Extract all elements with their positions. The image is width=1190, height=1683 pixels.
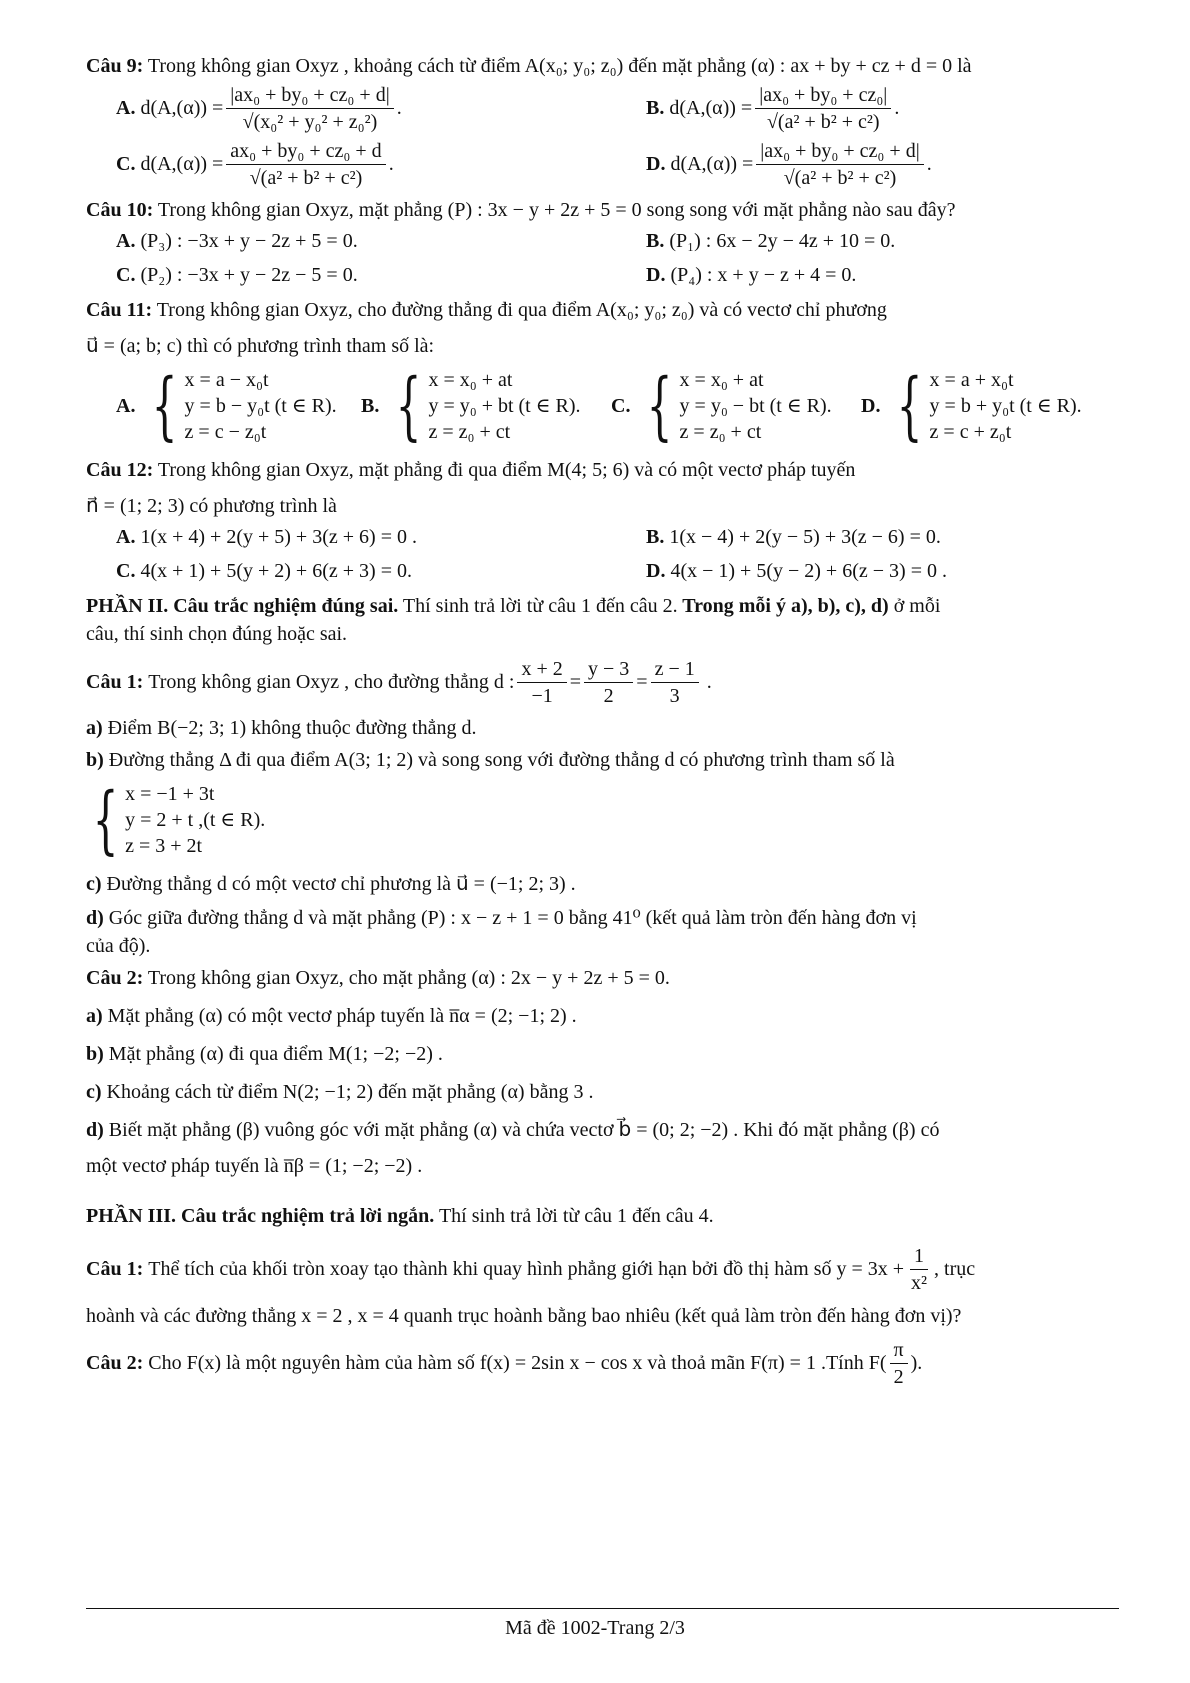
option-text: 1(x − 4) + 2(y − 5) + 3(z − 6) = 0. <box>669 525 941 548</box>
equation-system <box>385 363 581 449</box>
option-label: B. <box>646 96 665 119</box>
eq-row: x = a − x₀t <box>184 369 269 391</box>
statement-text: Điểm B(−2; 3; 1) không thuộc đường thẳng d. <box>107 717 477 739</box>
question-text: Thể tích của khối tròn xoay tạo thành khi quay hình phẳng giới hạn bởi đồ thị hàm số y = 3x + <box>148 1258 905 1280</box>
fraction <box>226 139 385 190</box>
part2-question-1: Câu 1: Trong không gian Oxyz , cho đường thẳng d : $\frac{x + 2}{-1}$ = $\frac{y - 3}{2}$ = $\frac{z - 1}{3}$ . <box>86 657 712 707</box>
statement-text: Đường thẳng Δ đi qua điểm A(3; 1; 2) và song song với đường thẳng d có phương trình tham số là <box>108 749 895 771</box>
statement-text: Góc giữa đường thẳng d và mặt phẳng (P) : x − z + 1 = 0 bằng 41⁰ (kết quả làm tròn đến hàng đơn vị <box>108 907 917 929</box>
statement-d-line2: một vectơ pháp tuyến là n̅β = (1; −2; −2) . <box>86 1155 423 1177</box>
option-lhs: d(A,(α)) = <box>140 152 224 175</box>
eq-row: x = x₀ + at <box>679 369 764 391</box>
question-9 <box>86 52 1116 80</box>
option-b <box>646 224 1146 258</box>
brace-icon: { <box>92 777 119 863</box>
question-label: Câu 10: <box>86 199 154 221</box>
eq-row: y = y₀ − bt (t ∈ R). <box>679 395 832 417</box>
question-11-options <box>116 360 1116 452</box>
part2-question-2 <box>86 964 1116 992</box>
denominator: 3 <box>669 684 680 707</box>
option-b: B. d(A,(α)) = $\frac{\text{|ax₀ + by₀ + cz₀|}}{\text{√(a² + b² + c²)}}$ . <box>646 83 900 133</box>
option-a <box>116 520 646 554</box>
eq-row: x = a + x₀t <box>929 369 1014 391</box>
question-11-line2: u⃗ = (a; b; c) thì có phương trình tham số là: <box>86 335 435 357</box>
numerator: |ax₀ + by₀ + cz₀ + d| <box>756 139 923 165</box>
question-11 <box>86 296 1116 324</box>
eq-row: x = −1 + 3t <box>125 783 215 805</box>
denominator: 2 <box>603 684 614 707</box>
option-label: D. <box>646 152 666 175</box>
part3-question-1-line2: hoành và các đường thẳng x = 2 , x = 4 quanh trục hoành bằng bao nhiêu (kết quả làm tròn đến hàng đơn vị)? <box>86 1305 962 1327</box>
option-c <box>611 363 861 449</box>
statement-label: d) <box>86 1119 104 1141</box>
fraction <box>517 657 566 708</box>
part3-question-1 <box>86 1242 1116 1296</box>
option-text: (P₁) : 6x − 2y − 4z + 10 = 0. <box>669 229 896 252</box>
question-12-line2: n⃗ = (1; 2; 3) có phương trình là <box>86 495 337 517</box>
option-text: 4(x − 1) + 5(y − 2) + 6(z − 3) = 0 . <box>670 559 947 582</box>
option-lhs: d(A,(α)) = <box>670 152 754 175</box>
option-label: B. <box>361 394 380 417</box>
eq-row: y = b + y₀t (t ∈ R). <box>929 395 1082 417</box>
statement-label: c) <box>86 1081 102 1103</box>
option-lhs: d(A,(α)) = <box>669 96 753 119</box>
statement-text: Đường thẳng d có một vectơ chỉ phương là u⃗ = (−1; 2; 3) . <box>106 873 576 895</box>
eq-row: z = z₀ + ct <box>679 421 762 443</box>
statement-a <box>86 714 1116 742</box>
numerator: z − 1 <box>651 657 699 683</box>
question-text: Trong không gian Oxyz, cho mặt phẳng (α) : 2x − y + 2z + 5 = 0. <box>147 967 670 989</box>
option-d <box>861 363 1121 449</box>
brace-icon: { <box>395 363 422 449</box>
denominator: √(a² + b² + c²) <box>249 166 363 189</box>
question-label: Câu 1: <box>86 671 144 693</box>
question-label: Câu 9: <box>86 55 144 77</box>
denominator: √(a² + b² + c²) <box>766 110 880 133</box>
statement-d <box>86 1116 1116 1144</box>
equation-system <box>82 774 265 866</box>
numerator: x + 2 <box>517 657 566 683</box>
part-3-heading <box>86 1202 1116 1230</box>
statement-b <box>86 746 1116 774</box>
footer-divider <box>86 1608 1119 1609</box>
question-label: Câu 2: <box>86 1352 144 1374</box>
eq-row: y = b − y₀t (t ∈ R). <box>184 395 337 417</box>
section-emphasis: Trong mỗi ý a), b), c), d) <box>677 595 889 617</box>
option-label: C. <box>611 394 631 417</box>
statement-b <box>86 1040 1116 1068</box>
part-2-heading-line2: câu, thí sinh chọn đúng hoặc sai. <box>86 623 348 645</box>
numerator: π <box>890 1338 908 1364</box>
option-label: D. <box>646 263 666 286</box>
option-label: C. <box>116 263 136 286</box>
option-label: D. <box>861 394 881 417</box>
option-label: A. <box>116 525 136 548</box>
statement-c <box>86 870 1116 898</box>
statement-label: b) <box>86 749 104 771</box>
denominator: √(a² + b² + c²) <box>783 166 897 189</box>
fraction <box>756 139 923 190</box>
statement-d <box>86 904 1116 932</box>
option-label: A. <box>116 229 136 252</box>
statement-label: c) <box>86 873 102 895</box>
statement-label: a) <box>86 717 103 739</box>
section-title: PHẦN III. Câu trắc nghiệm trả lời ngắn. <box>86 1205 435 1227</box>
eq-row: z = c + z₀t <box>929 421 1012 443</box>
eq-row: x = x₀ + at <box>428 369 513 391</box>
numerator: |ax₀ + by₀ + cz₀| <box>755 83 891 109</box>
denominator: 2 <box>893 1365 904 1388</box>
option-a <box>116 363 361 449</box>
question-text: Trong không gian Oxyz, cho đường thẳng đi qua điểm A(x₀; y₀; z₀) và có vectơ chỉ phương <box>156 299 887 321</box>
option-text: (P₄) : x + y − z + 4 = 0. <box>670 263 857 286</box>
fraction <box>755 83 891 134</box>
option-d <box>646 258 1146 292</box>
fraction <box>890 1338 908 1389</box>
part3-question-2 <box>86 1336 1116 1390</box>
question-text: Cho F(x) là một nguyên hàm của hàm số f(x) = 2sin x − cos x và thoả mãn F(π) = 1 .Tính F( <box>148 1352 887 1374</box>
statement-text: Mặt phẳng (α) đi qua điểm M(1; −2; −2) . <box>108 1043 443 1065</box>
eq-row: y = y₀ + bt (t ∈ R). <box>428 395 581 417</box>
question-10 <box>86 196 1116 224</box>
option-label: A. <box>116 96 136 119</box>
option-c <box>116 554 646 588</box>
section-text: ở mỗi <box>888 595 941 617</box>
question-text-tail: ). <box>910 1352 923 1374</box>
option-c: C. d(A,(α)) = $\frac{\text{ax₀ + by₀ + cz₀ + d}}{\text{√(a² + b² + c²)}}$ . <box>116 139 394 189</box>
option-lhs: d(A,(α)) = <box>140 96 224 119</box>
option-label: C. <box>116 152 136 175</box>
denominator: √(x₀² + y₀² + z₀²) <box>242 110 378 133</box>
fraction <box>584 657 633 708</box>
option-label: C. <box>116 559 136 582</box>
statement-text: Biết mặt phẳng (β) vuông góc với mặt phẳng (α) và chứa vectơ b⃗ = (0; 2; −2) . Khi đó mặt phẳng (β) có <box>108 1119 940 1141</box>
option-text: 4(x + 1) + 5(y + 2) + 6(z + 3) = 0. <box>140 559 412 582</box>
question-label: Câu 12: <box>86 459 154 481</box>
statement-d-line2: của độ). <box>86 935 151 957</box>
brace-icon: { <box>647 363 673 449</box>
option-label: D. <box>646 559 666 582</box>
statement-text: Khoảng cách từ điểm N(2; −1; 2) đến mặt phẳng (α) bằng 3 . <box>106 1081 594 1103</box>
option-text: (P₃) : −3x + y − 2z + 5 = 0. <box>140 229 358 252</box>
fraction <box>226 83 393 134</box>
denominator: −1 <box>531 684 553 707</box>
statement-c <box>86 1078 1116 1106</box>
option-b <box>361 363 611 449</box>
section-text: Thí sinh trả lời từ câu 1 đến câu 2. <box>398 595 678 617</box>
brace-icon: { <box>897 363 923 449</box>
equation-system <box>141 363 337 449</box>
statement-text: Mặt phẳng (α) có một vectơ pháp tuyến là n̅α = (2; −1; 2) . <box>107 1005 577 1027</box>
numerator: 1 <box>910 1244 928 1270</box>
brace-icon: { <box>152 363 178 449</box>
question-text: Trong không gian Oxyz, mặt phẳng (P) : 3x − y + 2z + 5 = 0 song song với mặt phẳng nào sau đây? <box>157 199 956 221</box>
option-a: A. d(A,(α)) = $\frac{\text{|ax₀ + by₀ + cz₀ + d|}}{\text{√(x₀² + y₀² + z₀²)}}$ . <box>116 83 402 133</box>
statement-label: a) <box>86 1005 103 1027</box>
question-label: Câu 2: <box>86 967 144 989</box>
question-label: Câu 1: <box>86 1258 144 1280</box>
question-9-options <box>116 80 1116 192</box>
fraction <box>907 1244 931 1295</box>
question-text: Trong không gian Oxyz, mặt phẳng đi qua điểm M(4; 5; 6) và có một vectơ pháp tuyến <box>157 459 856 481</box>
statement-label: d) <box>86 907 104 929</box>
option-label: B. <box>646 229 665 252</box>
fraction <box>651 657 699 708</box>
eq-row: y = 2 + t ,(t ∈ R). <box>125 809 266 831</box>
statement-a <box>86 1002 1116 1030</box>
eq-row: z = z₀ + ct <box>428 421 511 443</box>
question-12 <box>86 456 1116 484</box>
question-label: Câu 11: <box>86 299 153 321</box>
part-2-heading <box>86 592 1116 620</box>
option-a <box>116 224 646 258</box>
option-c <box>116 258 646 292</box>
question-10-options <box>116 224 1116 292</box>
eq-row: z = 3 + 2t <box>125 835 203 857</box>
numerator: ax₀ + by₀ + cz₀ + d <box>226 139 385 165</box>
section-text: Thí sinh trả lời từ câu 1 đến câu 4. <box>434 1205 714 1227</box>
option-d: D. d(A,(α)) = $\frac{\text{|ax₀ + by₀ + cz₀ + d|}}{\text{√(a² + b² + c²)}}$ . <box>646 139 932 189</box>
question-text: Trong không gian Oxyz , khoảng cách từ điểm A(x₀; y₀; z₀) đến mặt phẳng (α) : ax + by + cz + d = 0 là <box>147 55 972 77</box>
option-d <box>646 554 1146 588</box>
option-label: B. <box>646 525 665 548</box>
option-b <box>646 520 1146 554</box>
question-text: Trong không gian Oxyz , cho đường thẳng d : <box>148 671 515 693</box>
exam-page <box>86 52 1116 1390</box>
eq-row: z = c − z₀t <box>184 421 267 443</box>
option-label: A. <box>116 394 136 417</box>
section-title: PHẦN II. Câu trắc nghiệm đúng sai. <box>86 595 399 617</box>
question-text-tail: , trục <box>934 1258 976 1280</box>
option-text: (P₂) : −3x + y − 2z − 5 = 0. <box>140 263 358 286</box>
statement-label: b) <box>86 1043 104 1065</box>
equation-system <box>886 363 1082 449</box>
option-text: 1(x + 4) + 2(y + 5) + 3(z + 6) = 0 . <box>140 525 417 548</box>
numerator: |ax₀ + by₀ + cz₀ + d| <box>226 83 393 109</box>
page-footer: Mã đề 1002-Trang 2/3 <box>505 1617 685 1639</box>
denominator: x² <box>911 1271 928 1294</box>
question-12-options <box>116 520 1116 588</box>
equation-system <box>636 363 832 449</box>
numerator: y − 3 <box>584 657 633 683</box>
